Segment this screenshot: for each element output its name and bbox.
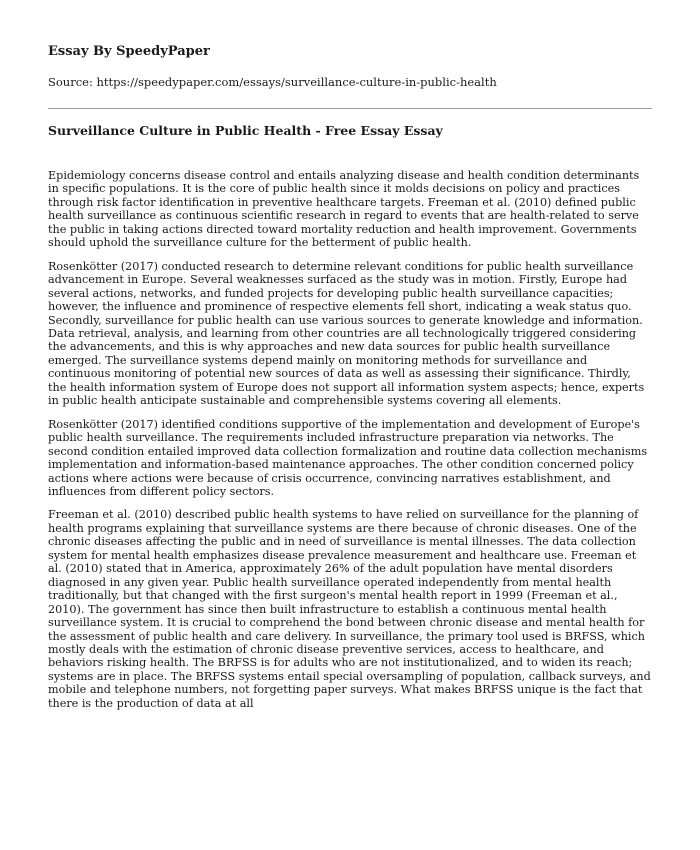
paragraph-3: Rosenkötter (2017) identified conditions supportive of the implementation and development of Europe's public health surveillance. The requirements included infrastructure preparation via networks. The second condition entailed improved data collection formalization and routine data collection mechanisms implementation and information-based maintenance approaches. The other condition concerned policy actions where actions were because of crisis occurrence, convincing narratives establishment, and influences from different policy sectors.: [48, 417, 648, 498]
site-title: Essay By SpeedyPaper: [48, 44, 210, 59]
source-line: [48, 74, 652, 90]
paragraph-2: Rosenkötter (2017) conducted research to determine relevant conditions for public health surveillance advancement in Europe. Several weaknesses surfaced as the study was in motion. Firstly, Europe had several actions, networks, and funded projects for developing public health surveillance capacities; however, the influence and prominence of respective elements fell short, indicating a weak status quo. Secondly, surveillance for public health can use various sources to generate knowledge and information. Data retrieval, analysis, and learning from other countries are all technologically triggered considering the advancements, and this is why approaches and new data sources for public health surveillance emerged. The surveillance systems depend mainly on monitoring methods for surveillance and continuous monitoring of potential new sources of data as well as assessing their significance. Thirdly, the health information system of Europe does not support all information system aspects; hence, experts in public health anticipate sustainable and comprehensible systems covering all elements.: [48, 259, 645, 408]
source-label: Source:: [48, 75, 97, 89]
paragraph-4: Freeman et al. (2010) described public health systems to have relied on surveillance for the planning of health programs explaining that surveillance systems are there because of chronic diseases. One of the chronic diseases affecting the public and in need of surveillance is mental illnesses. The data collection system for mental health emphasizes disease prevalence measurement and healthcare use. Freeman et al. (2010) stated that in America, approximately 26% of the adult population have mental disorders diagnosed in any given year. Public health surveillance operated independently from mental health traditionally, but that changed with the first surgeon's mental health report in 1999 (Freeman et al., 2010). The government has since then built infrastructure to establish a continuous mental health surveillance system. It is crucial to comprehend the bond between chronic disease and mental health for the assessment of public health and care delivery. In surveillance, the primary tool used is BRFSS, which mostly deals with the estimation of chronic disease preventive services, access to healthcare, and behaviors risking health. The BRFSS is for adults who are not institutionalized, and to widen its reach; systems are in place. The BRFSS systems entail special oversampling of population, callback surveys, and mobile and telephone numbers, not forgetting paper surveys. What makes BRFSS unique is the fact that there is the production of data at all: [48, 508, 651, 710]
essay-body: [48, 169, 652, 710]
paragraph-1: Epidemiology concerns disease control and entails analyzing disease and health condition determinants in specific populations. It is the core of public health since it molds decisions on policy and practices through risk factor identification in preventive healthcare targets. Freeman et al. (2010) defined public health surveillance as continuous scientific research in regard to events that are health-related to serve the public in taking actions directed toward mortality reduction and health improvement. Governments should uphold the surveillance culture for the betterment of public health.: [48, 169, 640, 250]
source-url: https://speedypaper.com/essays/surveillance-culture-in-public-health: [96, 75, 497, 89]
header-divider: [48, 108, 652, 109]
essay-title: Surveillance Culture in Public Health - Free Essay Essay: [48, 123, 443, 138]
